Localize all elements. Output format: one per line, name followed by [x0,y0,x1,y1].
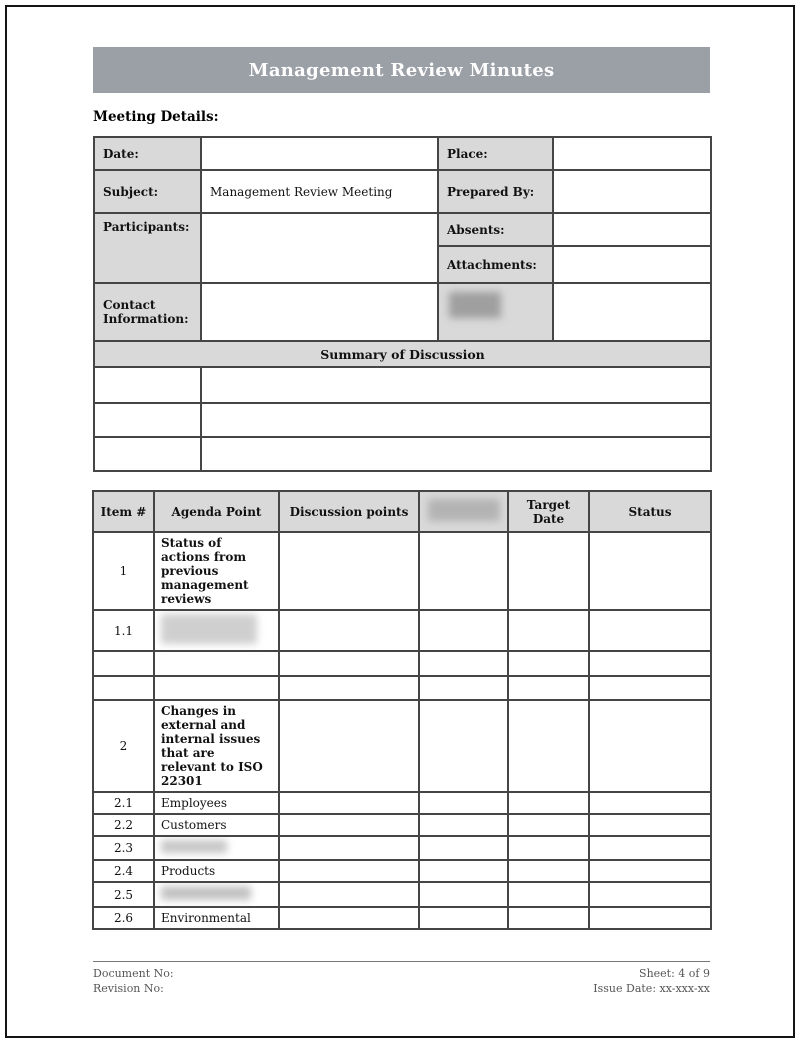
agenda-point-cell: Changes in external and internal issues that are relevant to ISO 22301 [154,700,279,792]
redacted-column-cell [419,907,508,929]
contact-information-label: Contact Information: [94,283,201,341]
agenda-point-header: Agenda Point [154,491,279,532]
discussion-cell [279,610,419,651]
target-date-cell [508,836,589,860]
table-row [94,137,711,170]
agenda-empty-row [93,651,711,676]
participants-value-cell [201,213,438,283]
status-cell [589,814,711,836]
redacted-text [161,614,257,644]
discussion-cell [279,907,419,929]
agenda-row-2-3 [93,836,711,860]
table-row [94,170,711,213]
redacted-column-cell [419,860,508,882]
summary-row-right-cell [201,403,711,437]
target-date-cell [508,860,589,882]
redacted-column-cell [419,792,508,814]
item-number-cell: 2.6 [93,907,154,929]
agenda-point-cell [154,836,279,860]
prepared-by-label: Prepared By: [438,170,553,213]
redacted-column-cell [419,676,508,700]
title-banner [93,47,710,93]
date-value-cell [201,137,438,170]
redacted-text [449,292,501,318]
redacted-column-cell [419,532,508,610]
redacted-text [161,886,251,900]
agenda-row-2-2 [93,814,711,836]
subject-label: Subject: [94,170,201,213]
discussion-points-header: Discussion points [279,491,419,532]
table-row [94,403,711,437]
agenda-row-2 [93,700,711,792]
date-label: Date: [94,137,201,170]
absents-value-cell [553,213,711,246]
summary-row-left-cell [94,403,201,437]
discussion-cell [279,860,419,882]
place-value-cell [553,137,711,170]
summary-row-right-cell [201,367,711,403]
summary-row-left-cell [94,367,201,403]
agenda-row-1 [93,532,711,610]
redacted-column-cell [419,700,508,792]
redacted-column-cell [419,610,508,651]
summary-row-right-cell [201,437,711,471]
target-date-cell [508,814,589,836]
status-cell [589,676,711,700]
redacted-column-cell [419,882,508,907]
status-cell [589,651,711,676]
summary-of-discussion-header: Summary of Discussion [94,341,711,367]
status-header: Status [589,491,711,532]
item-number-cell: 1 [93,532,154,610]
revision-no: Revision No: [93,982,164,995]
agenda-row-2-6 [93,907,711,929]
redacted-text [428,499,500,521]
target-date-cell [508,676,589,700]
table-row [94,283,711,341]
prepared-by-value-cell [553,170,711,213]
redacted-column-cell [419,836,508,860]
agenda-point-cell [154,651,279,676]
status-cell [589,882,711,907]
item-number-cell: 2.1 [93,792,154,814]
meeting-details-heading: Meeting Details: [93,109,219,125]
item-number-cell: 2.4 [93,860,154,882]
subject-value-cell: Management Review Meeting [201,170,438,213]
table-row [94,437,711,471]
redacted-column-cell [419,814,508,836]
item-number-cell [93,676,154,700]
redacted-header-cell [419,491,508,532]
status-cell [589,860,711,882]
target-date-cell [508,610,589,651]
agenda-point-cell: Environmental [154,907,279,929]
discussion-cell [279,836,419,860]
discussion-cell [279,882,419,907]
agenda-row-1-1 [93,610,711,651]
agenda-point-cell: Employees [154,792,279,814]
discussion-cell [279,700,419,792]
agenda-point-cell [154,610,279,651]
target-date-cell [508,792,589,814]
agenda-point-cell: Status of actions from previous management reviews [154,532,279,610]
item-number-cell: 2.3 [93,836,154,860]
agenda-empty-row [93,676,711,700]
table-row [94,341,711,367]
status-cell [589,792,711,814]
absents-label: Absents: [438,213,553,246]
discussion-cell [279,792,419,814]
agenda-point-cell [154,676,279,700]
agenda-row-2-1 [93,792,711,814]
status-cell [589,907,711,929]
meeting-details-table [93,136,712,472]
sheet-number: Sheet: 4 of 9 [639,967,710,980]
table-row [94,213,711,246]
contact-information-value-cell [201,283,438,341]
status-cell [589,610,711,651]
target-date-header: Target Date [508,491,589,532]
target-date-cell [508,532,589,610]
discussion-cell [279,532,419,610]
agenda-row-2-5 [93,882,711,907]
place-label: Place: [438,137,553,170]
target-date-cell [508,700,589,792]
attachments-value-cell [553,246,711,283]
redacted-value-cell [553,283,711,341]
agenda-point-cell: Customers [154,814,279,836]
document-no: Document No: [93,967,174,980]
target-date-cell [508,907,589,929]
agenda-point-cell: Products [154,860,279,882]
status-cell [589,532,711,610]
target-date-cell [508,651,589,676]
item-number-cell [93,651,154,676]
item-number-cell: 2.5 [93,882,154,907]
item-number-cell: 2.2 [93,814,154,836]
agenda-point-cell [154,882,279,907]
discussion-cell [279,814,419,836]
status-cell [589,700,711,792]
agenda-header-row [93,491,711,532]
status-cell [589,836,711,860]
issue-date: Issue Date: xx-xxx-xx [593,982,710,995]
item-number-cell: 2 [93,700,154,792]
page-title: Management Review Minutes [248,59,555,81]
footer-left [93,966,174,996]
redacted-text [161,840,227,853]
footer-right [593,966,710,996]
item-number-cell: 1.1 [93,610,154,651]
discussion-cell [279,676,419,700]
summary-row-left-cell [94,437,201,471]
redacted-label-cell [438,283,553,341]
target-date-cell [508,882,589,907]
attachments-label: Attachments: [438,246,553,283]
table-row [94,367,711,403]
agenda-row-2-4 [93,860,711,882]
redacted-column-cell [419,651,508,676]
discussion-cell [279,651,419,676]
agenda-table [92,490,712,930]
participants-label: Participants: [94,213,201,283]
page-footer [93,961,710,996]
item-number-header: Item # [93,491,154,532]
